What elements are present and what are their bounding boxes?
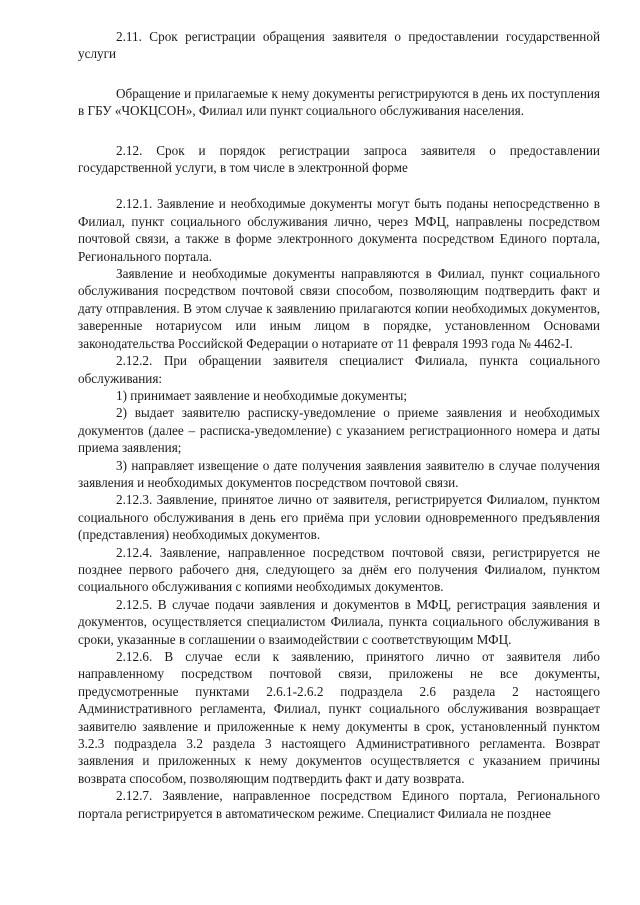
clause-2-12-5: 2.12.5. В случае подачи заявления и документов в МФЦ, регистрация заявления и документов, осуществляется специалистом Филиала, пункта социального обслуживания в сроки, указанные в соглашении о взаимодействии с соответствующим МФЦ.: [78, 596, 600, 647]
section-heading-2-12: 2.12. Срок и порядок регистрации запроса заявителя о предоставлении государственной услуги, в том числе в электронной форме: [78, 142, 600, 176]
list-item: 3) направляет извещение о дате получения заявления заявителю в случае получения заявления и необходимых документов посредством почтовой связи.: [78, 457, 600, 490]
clause-2-12-3: 2.12.3. Заявление, принятое лично от заявителя, регистрируется Филиалом, пунктом социального обслуживания в день его приёма при условии одновременного предъявления (представления) необходимых документов.: [78, 492, 600, 543]
paragraph: Заявление и необходимые документы направляются в Филиал, пункт социального обслуживания посредством почтовой связи способом, позволяющим подтвердить факт и дату отправления. В этом случае к заявлению прилагаются копии необходимых документов, заверенные нотариусом или иным лицом в порядке, установленном Основами законодательства Российской Федерации о нотариате от 11 февраля 1993 года № 4462-I.: [78, 266, 600, 351]
list-item: 2) выдает заявителю расписку-уведомление о приеме заявления и необходимых документов (далее – расписка-уведомление) с указанием регистрационного номера и даты приема заявления;: [78, 405, 600, 456]
paragraph: Обращение и прилагаемые к нему документы регистрируются в день их поступления в ГБУ «ЧОКЦСОН», Филиал или пункт социального обслуживания населения.: [78, 85, 600, 119]
clause-2-12-1: 2.12.1. Заявление и необходимые документы могут быть поданы непосредственно в Филиал, пункт социального обслуживания лично, через МФЦ, направлены посредством почтовой связи, а также в форме электронного документа посредством Единого портала, Регионального портала.: [78, 196, 600, 264]
clause-2-12-6: 2.12.6. В случае если к заявлению, принятого лично от заявителя либо направленному посредством почтовой связи, приложены не все документы, предусмотренные пунктами 2.6.1-2.6.2 подраздела 2.6 раздела 2 настоящего Административного регламента, Филиал, пункт социального обслуживания возвращает заявителю заявление и приложенные к нему документы в срок, установленный пунктом 3.2.3 подраздела 3.2 раздела 3 настоящего Административного регламента. Возврат заявления и приложенных к нему документов осуществляется с указанием причины возврата способом, позволяющим подтвердить факт и дату возврата.: [78, 649, 600, 786]
list-item: 1) принимает заявление и необходимые документы;: [116, 387, 407, 403]
clause-2-12-4: 2.12.4. Заявление, направленное посредством почтовой связи, регистрируется не позднее первого рабочего дня, следующего за днём его получения Филиалом, пунктом социального обслуживания с копиями необходимых документов.: [78, 544, 600, 595]
clause-2-12-7: 2.12.7. Заявление, направленное посредством Единого портала, Регионального портала регистрируется в автоматическом режиме. Специалист Филиала не позднее: [78, 788, 600, 821]
section-heading-2-11: 2.11. Срок регистрации обращения заявителя о предоставлении государственной услуги: [78, 29, 600, 62]
clause-2-12-2: 2.12.2. При обращении заявителя специалист Филиала, пункта социального обслуживания:: [78, 353, 600, 386]
